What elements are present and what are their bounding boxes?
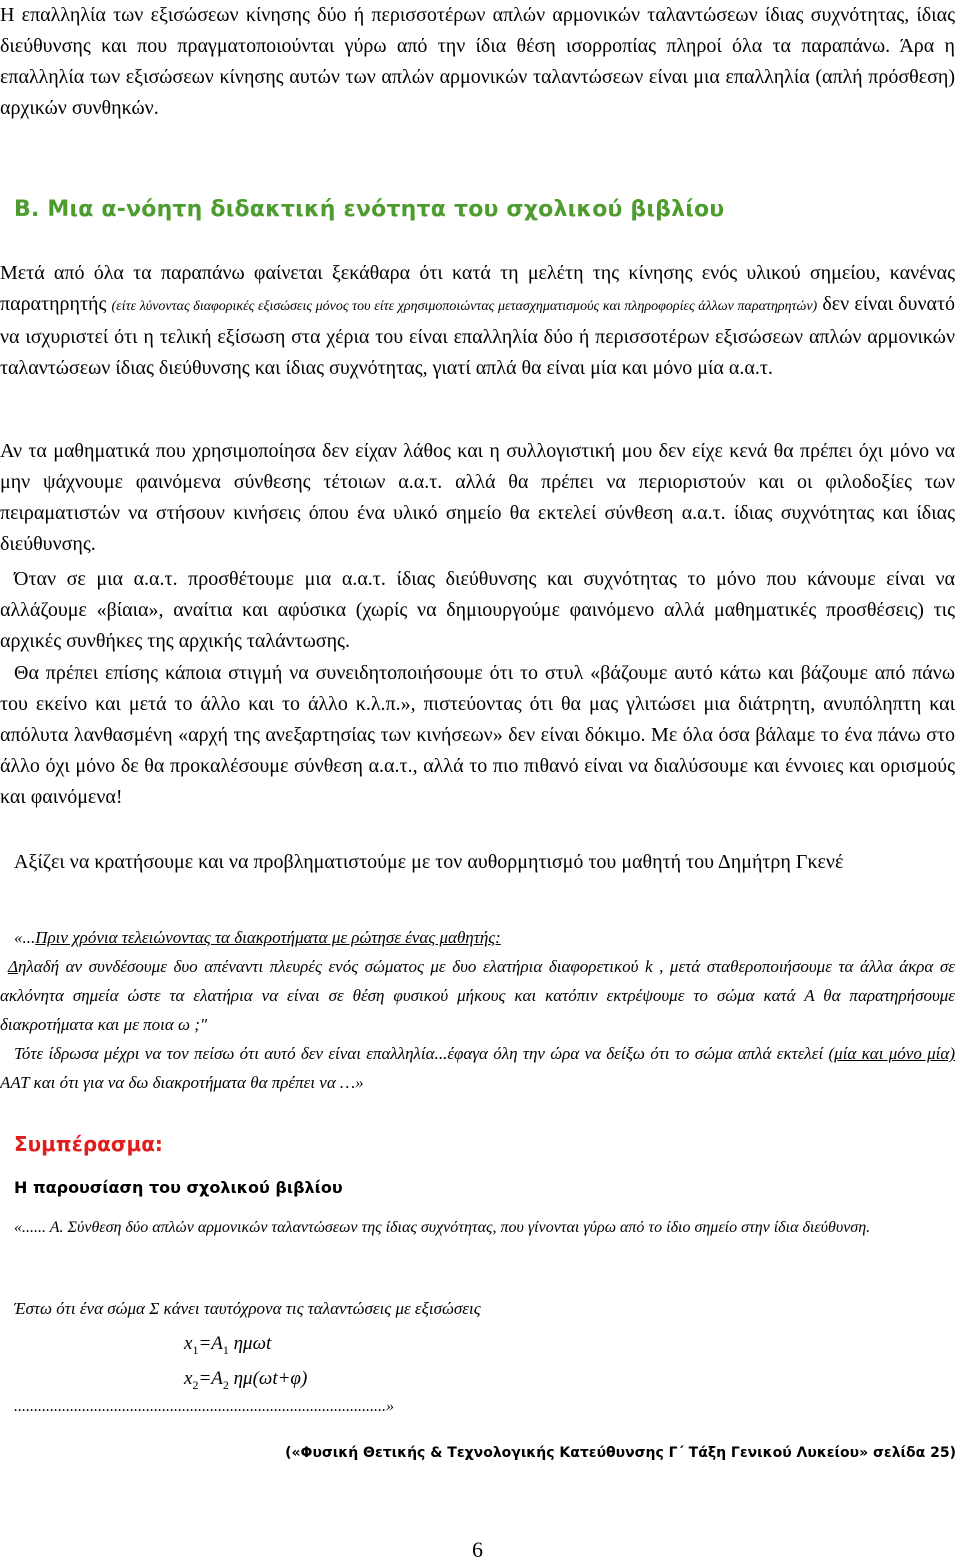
student-quote: «...Πριν χρόνια τελειώνοντας τα διακροτήματα με ρώτησε ένας μαθητής: Δηλαδή αν συνδέσουμε δυο απέναντι πλευρές ενός σώματος με δυο ελατήρια διαφορετικού k , μετά σταθεροποιήσουμε τα άλλα άκρα σε ακλόνητα σημεία ώστε τα ελατήρια να είναι σε θέση φυσικού μήκους και κατόπιν εκτρέψουμε το σώμα κατά Α θα παρατηρήσουμε διακροτήματα και με ποια ω ;" Τότε ίδρωσα μέχρι να τον πείσω ότι αυτό δεν είναι επαλληλία...έφαγα όλη την ώρα να δείξω ότι το σώμα απλά εκτελεί (μία και μόνο μία) ΑΑΤ και ότι για να δω διακροτήματα θα πρέπει να …» — [0, 928, 955, 1092]
book-reference: («Φυσική Θετικής & Τεχνολογικής Κατεύθυνσης Γ΄ Τάξη Γενικού Λυκείου» σελίδα 25) — [285, 1445, 956, 1461]
section-b-heading: Β. Μια α-νόητη διδακτική ενότητα του σχολικού βιβλίου — [14, 197, 725, 222]
intro-paragraph: Η επαλληλία των εξισώσεων κίνησης δύο ή περισσοτέρων απλών αρμονικών ταλαντώσεων ίδιας συχνότητας, ίδιας διεύθυνσης και που πραγματοποιούνται γύρω από την ίδια θέση ισορροπίας πληροί όλα τα παραπάνω. Άρα η επαλληλία των εξισώσεων κίνησης αυτών των απλών αρμονικών ταλαντώσεων είναι μια επαλληλία (απλή πρόσθεση) αρχικών συνθηκών. — [0, 4, 955, 119]
section-b-paragraph-4: Θα πρέπει επίσης κάποια στιγμή να συνειδητοποιήσουμε ότι το στυλ «βάζουμε αυτό κάτω και βάζουμε από πάνω του εκείνο και μετά το άλλο και το άλλο κ.λ.π.», πιστεύοντας ότι θα μας γλιτώσει μια διάτρητη, ανυπόληπτη και απόλυτα λανθασμένη «αρχή της ανεξαρτησίας των κινήσεων» δεν είναι δόκιμο. Με όλα όσα βάλαμε το ένα πάνω στο άλλο όχι μόνο δε θα προκαλέσουμε σύνθεση α.α.τ., αλλά το πιο πιθανό είναι να διαλύσουμε και έννοιες και ορισμούς και φαινόμενα! — [0, 662, 955, 808]
equation-2: $x_2=A_2$ ημ(ωt+φ) — [184, 1368, 308, 1392]
p1-start: Μετά από όλα τα παραπάνω φαίνεται ξεκάθαρα ότι κατά τη μελέτη της κίνησης ενός υλικού σημείου, κανένας παρατηρητής — [0, 262, 955, 315]
equation-1: $x_1=A_1$ ημωt — [184, 1333, 272, 1357]
conclusion-heading: Συμπέρασμα: — [14, 1132, 163, 1156]
p1-aside: (είτε λύνοντας διαφορικές εξισώσεις μόνος του είτε χρησιμοποιώντας μετασχηματισμούς και πληροφορίες άλλων παρατηρητών) — [111, 299, 818, 314]
let-statement: Έστω ότι ένα σώμα Σ κάνει ταυτόχρονα τις ταλαντώσεις με εξισώσεις — [14, 1299, 481, 1318]
section-b-paragraph-3: Όταν σε μια α.α.τ. προσθέτουμε μια α.α.τ. ίδιας διεύθυνσης και συχνότητας το μόνο που κάνουμε είναι να αλλάζουμε «βίαια», αναίτια και αφύσικα (χωρίς να δημιουργούμε φαινόμενο αλλά μαθηματικές προσθέσεις) τις αρχικές συνθήκες της αρχικής ταλάντωσης. — [0, 568, 955, 652]
section-b-paragraph-5: Αξίζει να κρατήσουμε και να προβληματιστούμε με τον αυθορμητισμό του μαθητή του Δημήτρη Γκενέ — [14, 851, 844, 873]
section-b-paragraph-1 — [0, 258, 955, 384]
section-b-paragraph-2: Αν τα μαθηματικά που χρησιμοποίησα δεν είχαν λάθος και η συλλογιστική μου δεν είχε κενά θα πρέπει όχι μόνο να μην ψάχνουμε φαινόμενα σύνθεσης τέτοιων α.α.τ. αλλά θα πρέπει να περιοριστούν και οι φιλοδοξίες των πειραματιστών να στήσουν κινήσεις όπου ένα υλικό σημείο θα εκτελεί σύνθεση α.α.τ. ίδιας συχνότητας και ίδιας διεύθυνσης. — [0, 440, 955, 555]
p1-end: δεν είναι δυνατό να ισχυριστεί ότι η τελική εξίσωση στα χέρια του είναι επαλληλία δύο ή περισσοτέρων εξισώσεων απλών αρμονικών ταλαντώσεων ίδιας διεύθυνσης και ίδιας συχνότητας, γιατί απλά θα είναι μία και μόνο μία α.α.τ. — [0, 293, 956, 379]
book-quote: «...... Α. Σύνθεση δύο απλών αρμονικών ταλαντώσεων της ίδιας συχνότητας, που γίνονται γύρω από το ίδιο σημείο στην ίδια διεύθυνση. — [14, 1219, 871, 1236]
page-number: 6 — [472, 1537, 483, 1562]
school-book-subheading: Η παρουσίαση του σχολικού βιβλίου — [14, 1178, 343, 1197]
ellipsis-line: .............................................................................................» — [14, 1398, 394, 1415]
